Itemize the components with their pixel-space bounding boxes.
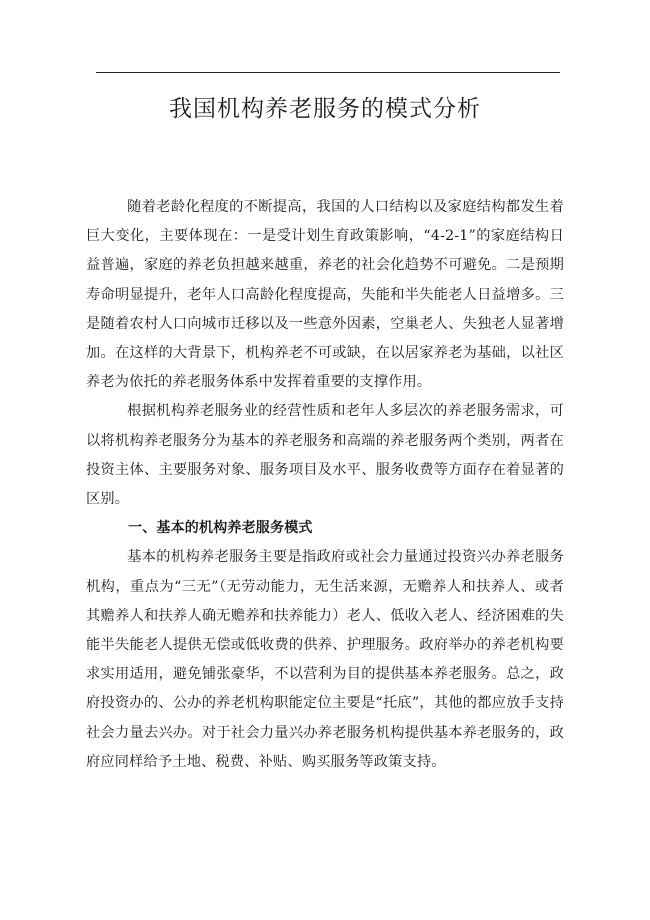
paragraph-1: 随着老龄化程度的不断提高，我国的人口结构以及家庭结构都发生着巨大变化，主要体现在：一是受计划生育政策影响，“4-2-1”的家庭结构日益普遍，家庭的养老负担越来越重，养老的社会化趋势不可避免。二是预期寿命明显提升，老年人口高龄化程度提高，失能和半失能老人日益增多。三是随着农村人口向城市迁移以及一些意外因素，空巢老人、失独老人显著增加。在这样的大背景下，机构养老不可或缺，在以居家养老为基础，以社区养老为依托的养老服务体系中发挥着重要的支撑作用。 [86,199,564,391]
document-body [86,193,564,777]
document-title: 我国机构养老服务的模式分析 [169,96,481,122]
section-paragraph: 基本的机构养老服务主要是指政府或社会力量通过投资兴办养老服务机构，重点为“三无”（无劳动能力，无生活来源，无赡养人和扶养人、或者其赡养人和扶养人确无赡养和扶养能力）老人、低收入老人、经济困难的失能半失能老人提供无偿或低收费的供养、护理服务。政府举办的养老机构要求实用适用，避免铺张豪华，不以营利为目的提供基本养老服务。总之，政府投资办的、公办的养老机构职能定位主要是“托底”，其他的都应放手支持社会力量去兴办。对于社会力量兴办养老服务机构提供基本养老服务的，政府应同样给予土地、税费、补贴、购买服务等政策支持。 [86,549,564,770]
paragraph-2: 根据机构养老服务业的经营性质和老年人多层次的养老服务需求，可以将机构养老服务分为基本的养老服务和高端的养老服务两个类别，两者在投资主体、主要服务对象、服务项目及水平、服务收费等方面存在着显著的区别。 [86,403,564,508]
section-heading: 一、基本的机构养老服务模式 [128,520,313,537]
header-rule [96,72,560,73]
